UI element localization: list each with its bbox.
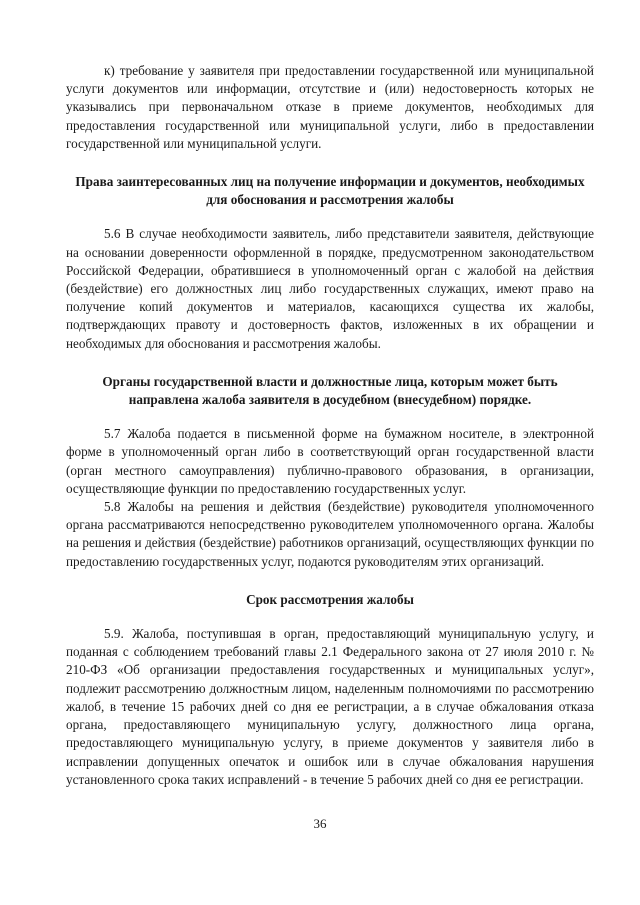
paragraph-5-6: 5.6 В случае необходимости заявитель, либо представители заявителя, действующие на основании доверенности оформленной в порядке, предусмотренном законодательством Российской Федерации, обратившиеся в уполномоченный орган с жалобой на действия (бездействие) его должностных лиц либо государственных служащих, имеют право на получение копий документов и материалов, касающихся существа их жалобы, подтверждающих правоту и достоверность фактов, изложенных в их обращении и необходимых для обоснования и рассмотрения жалобы. [66, 226, 594, 351]
document-page [66, 62, 594, 789]
paragraph-k: к) требование у заявителя при предоставлении государственной или муниципальной услуги документов или информации, отсутствие и (или) недостоверность которых не указывались при первоначальном отказе в приеме документов, необходимых для предоставления государственной или муниципальной услуги, либо в предоставлении государственной или муниципальной услуги. [66, 63, 594, 151]
section-heading-rights: Права заинтересованных лиц на получение информации и документов, необходимых для обоснования и рассмотрения жалобы [75, 174, 585, 208]
section-heading-term: Срок рассмотрения жалобы [246, 591, 414, 607]
paragraph-5-9: 5.9. Жалоба, поступившая в орган, предоставляющий муниципальную услугу, и поданная с соблюдением требований главы 2.1 Федерального закона от 27 июля 2010 г. № 210-ФЗ «Об организации предоставления государственных и муниципальных услуг», подлежит рассмотрению должностным лицом, наделенным полномочиями по рассмотрению жалоб, в течение 15 рабочих дней со дня ее регистрации, а в случае обжалования отказа органа, предоставляющего муниципальную услугу, должностного лица органа, предоставляющего муниципальную услугу, в приеме документов у заявителя либо в исправлении допущенных опечаток и ошибок или в случае обжалования нарушения установленного срока таких исправлений - в течение 5 рабочих дней со дня ее регистрации. [66, 626, 594, 787]
paragraph-5-7: 5.7 Жалоба подается в письменной форме на бумажном носителе, в электронной форме в уполномоченный орган либо в соответствующий орган государственной власти (орган местного самоуправления) публично-правового образования, в организации, осуществляющие функции по предоставлению государственных услуг. [66, 426, 594, 496]
paragraph-5-8: 5.8 Жалобы на решения и действия (бездействие) руководителя уполномоченного органа рассматриваются непосредственно руководителем уполномоченного органа. Жалобы на решения и действия (бездействие) работников организаций, осуществляющих функции по предоставлению государственных услуг, подаются руководителям этих организаций. [66, 499, 594, 569]
section-heading-bodies: Органы государственной власти и должностные лица, которым может быть направлена жалоба заявителя в досудебном (внесудебном) порядке. [102, 373, 558, 408]
page-number: 36 [313, 816, 327, 831]
